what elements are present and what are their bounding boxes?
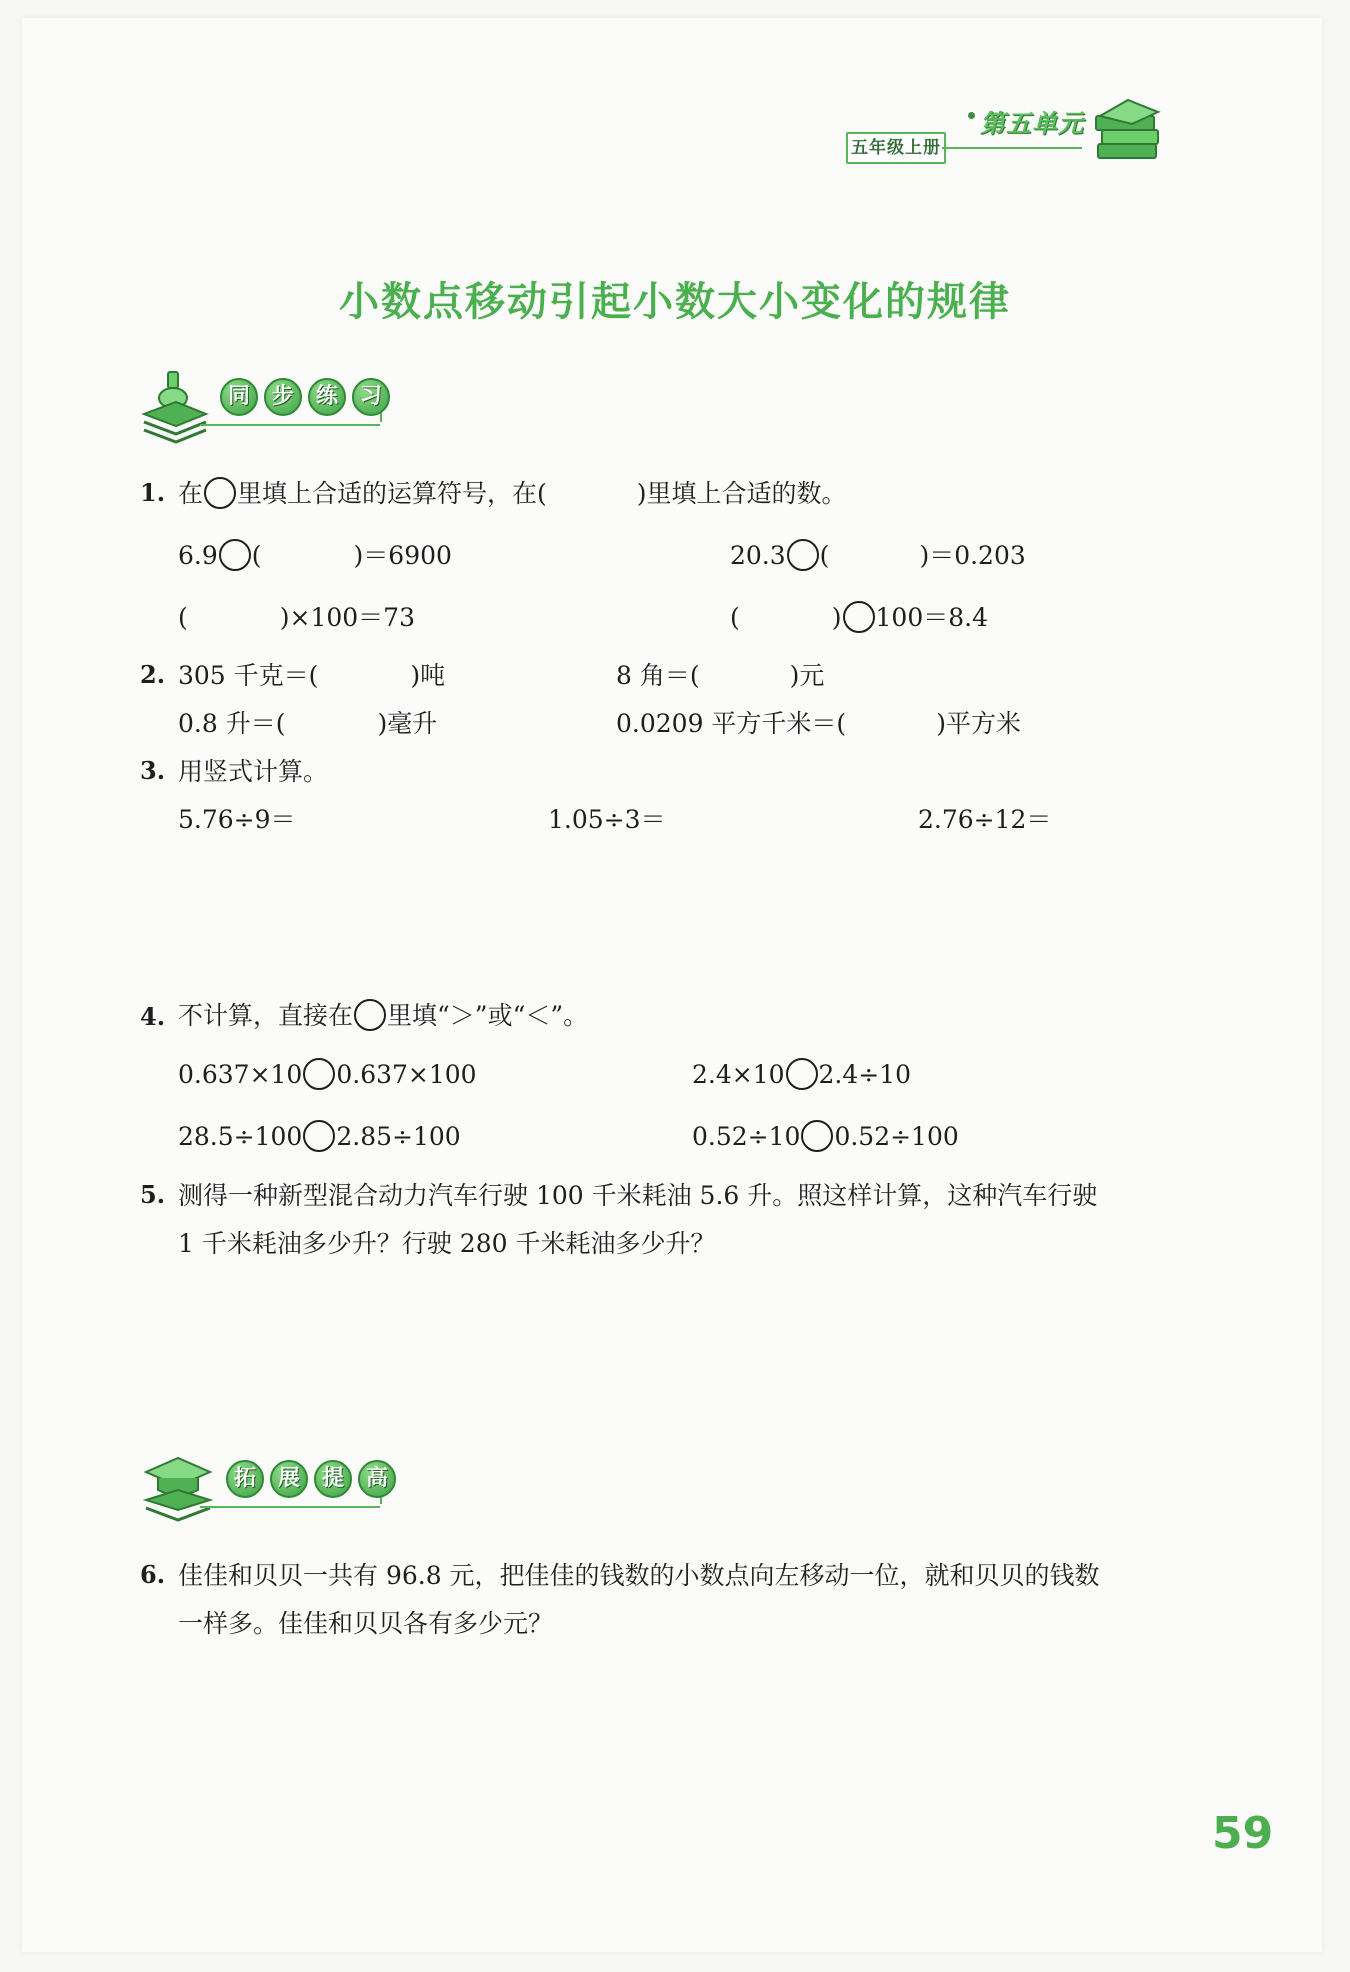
header-divider — [942, 147, 1082, 149]
section-badges — [226, 1460, 396, 1498]
conversion-text: 0.0209 平方千米＝( — [616, 709, 847, 738]
conversion-text: 8 角＝( — [616, 661, 700, 690]
prompt-text: 里填“＞”或“＜”。 — [387, 1001, 589, 1030]
page-title: 小数点移动引起小数大小变化的规律 — [339, 279, 1011, 325]
expression — [730, 598, 988, 634]
expression-text: 6.9 — [178, 541, 218, 570]
conversion-text: 305 千克＝( — [178, 661, 319, 690]
expression-text: ( — [178, 603, 188, 632]
section-badge: 练 — [308, 378, 346, 416]
conversion — [178, 704, 437, 740]
section-underline — [200, 424, 380, 426]
expression-text: )＝0.203 — [919, 541, 1026, 570]
word-problem-line: 测得一种新型混合动力汽车行驶 100 千米耗油 5.6 升。照这样计算，这种汽车行驶 — [178, 1181, 1098, 1210]
section-badge: 步 — [264, 378, 302, 416]
comparison-text: 0.637×10 — [178, 1060, 303, 1089]
section-badge: 拓 — [226, 1460, 264, 1498]
expression-text: 100＝8.4 — [875, 603, 989, 632]
word-problem-line: 佳佳和贝贝一共有 96.8 元，把佳佳的钱数的小数点向左移动一位，就和贝贝的钱数 — [178, 1561, 1100, 1590]
section-badge: 习 — [352, 378, 390, 416]
expression — [178, 598, 415, 634]
expression-text: ( — [730, 603, 740, 632]
comparison — [178, 1120, 461, 1152]
question-prompt: 用竖式计算。 — [178, 757, 329, 786]
comparison-text: 0.52÷100 — [834, 1122, 959, 1151]
section-badges — [220, 378, 390, 416]
prompt-text: 在 — [178, 479, 204, 508]
question-number: 5. — [140, 1180, 166, 1209]
section-badge: 同 — [220, 378, 258, 416]
question-number: 4. — [140, 1002, 166, 1031]
calc-expression: 1.05÷3＝ — [548, 805, 666, 834]
comparison-text: 2.4÷10 — [818, 1060, 912, 1089]
expression-text: ( — [251, 541, 262, 570]
expression-text: 20.3 — [730, 541, 786, 570]
unit-title: 第五单元 — [980, 109, 1085, 138]
answer-circle[interactable] — [787, 539, 819, 571]
conversion-text: )平方米 — [936, 709, 1021, 738]
comparison-text: 0.637×100 — [336, 1060, 477, 1089]
question-number: 1. — [140, 478, 166, 507]
calc-expression: 5.76÷9＝ — [178, 805, 296, 834]
prompt-text: 不计算，直接在 — [178, 1001, 354, 1030]
conversion-text: )元 — [789, 661, 825, 690]
calc-expression: 2.76÷12＝ — [918, 805, 1052, 834]
grade-tag: 五年级上册 — [846, 132, 946, 164]
conversion — [178, 656, 445, 692]
answer-circle[interactable] — [354, 999, 386, 1031]
expression-text: )＝6900 — [353, 541, 452, 570]
book-stack-icon — [140, 370, 210, 446]
prompt-text: 里填上合适的运算符号，在( — [237, 479, 547, 508]
conversion-text: )毫升 — [377, 709, 438, 738]
expression — [178, 536, 452, 572]
answer-circle[interactable] — [801, 1120, 833, 1152]
answer-circle[interactable] — [204, 477, 236, 509]
expression — [730, 536, 1026, 572]
conversion-text: )吨 — [410, 661, 446, 690]
question-prompt — [178, 996, 588, 1032]
answer-circle[interactable] — [303, 1058, 335, 1090]
word-problem-line: 1 千米耗油多少升？行驶 280 千米耗油多少升？ — [178, 1229, 716, 1258]
book-stack-icon — [1092, 94, 1164, 166]
question-number: 6. — [140, 1560, 166, 1589]
comparison-text: 2.85÷100 — [336, 1122, 461, 1151]
expression-text: ( — [819, 541, 830, 570]
page-number: 59 — [1212, 1808, 1274, 1859]
comparison-text: 0.52÷10 — [692, 1122, 801, 1151]
section-badge: 高 — [358, 1460, 396, 1498]
section-extension-header — [140, 1452, 414, 1512]
comparison — [692, 1120, 959, 1152]
graduation-book-icon — [140, 1452, 216, 1524]
unit-dot-icon — [968, 112, 975, 119]
conversion — [616, 704, 1021, 740]
conversion-text: 0.8 升＝( — [178, 709, 286, 738]
comparison-text: 28.5÷100 — [178, 1122, 303, 1151]
section-underline — [200, 1506, 380, 1508]
comparison-text: 2.4×10 — [692, 1060, 785, 1089]
answer-circle[interactable] — [303, 1120, 335, 1152]
section-practice-header — [140, 370, 410, 430]
section-badge: 提 — [314, 1460, 352, 1498]
question-number: 2. — [140, 660, 166, 689]
answer-circle[interactable] — [843, 601, 875, 633]
comparison — [178, 1058, 477, 1090]
expression-text: )×100＝73 — [279, 603, 415, 632]
question-number: 3. — [140, 756, 166, 785]
prompt-text: )里填上合适的数。 — [636, 479, 847, 508]
section-badge: 展 — [270, 1460, 308, 1498]
comparison — [692, 1058, 911, 1090]
conversion — [616, 656, 824, 692]
word-problem-line: 一样多。佳佳和贝贝各有多少元？ — [178, 1609, 554, 1638]
question-prompt — [178, 474, 847, 510]
answer-circle[interactable] — [219, 539, 251, 571]
expression-text: ) — [831, 603, 842, 632]
answer-circle[interactable] — [786, 1058, 818, 1090]
